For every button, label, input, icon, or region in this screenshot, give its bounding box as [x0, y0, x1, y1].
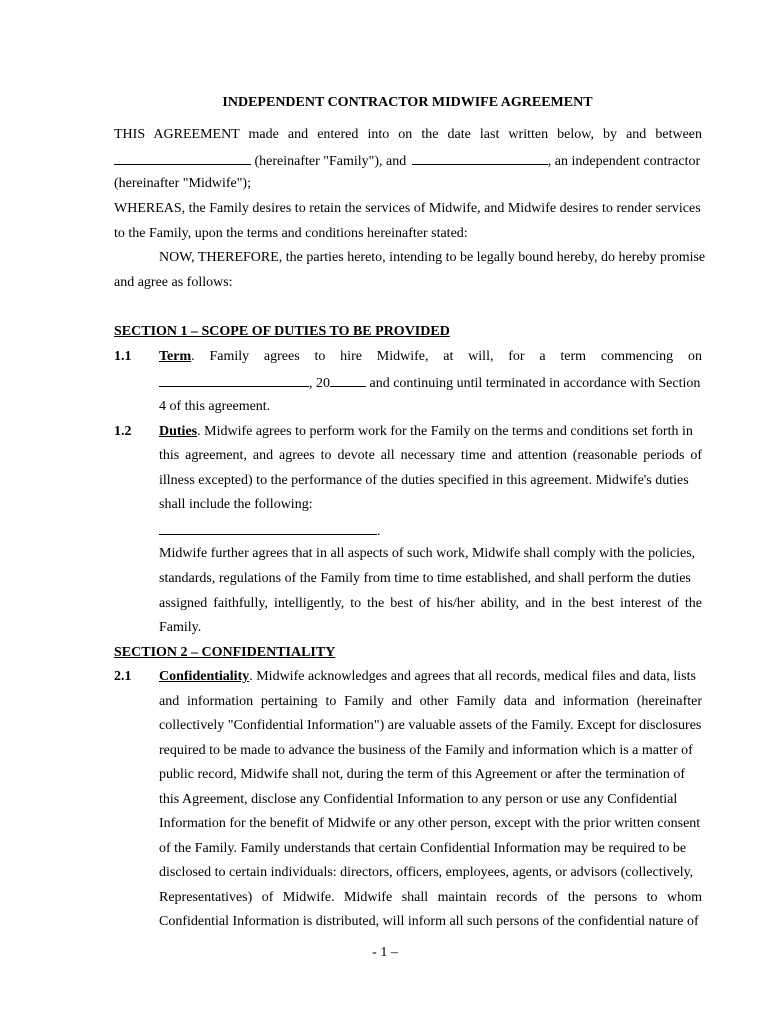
- clause-2-1-title: Confidentiality: [159, 669, 250, 684]
- clause-1-2-line-4: shall include the following:: [159, 497, 313, 512]
- section-2-heading: SECTION 2 – CONFIDENTIALITY: [114, 645, 336, 660]
- now-therefore-line-2: and agree as follows:: [114, 275, 233, 290]
- clause-1-2-para-2-line-1: Midwife further agrees that in all aspects of such work, Midwife shall comply with the policies,: [159, 546, 696, 561]
- clause-2-1-line: Confidential Information is distributed, will inform all such persons of the confidential nature of: [159, 914, 699, 929]
- year-prefix: , 20: [309, 376, 330, 391]
- clause-2-1-line: collectively "Confidential Information") are valuable assets of the Family. Except for disclosures: [159, 718, 702, 733]
- midwife-name-blank[interactable]: [412, 152, 548, 165]
- clause-1-2-line-1: [159, 424, 693, 440]
- clause-1-2-title: Duties: [159, 424, 198, 439]
- clause-2-1-line: Information for the benefit of Midwife or any other person, except with the prior written consent: [159, 816, 701, 831]
- clause-1-2-line-3: illness excepted) to the performance of the duties specified in this agreement. Midwife's duties: [159, 473, 689, 488]
- term-start-date-blank[interactable]: [159, 374, 309, 387]
- family-label: (hereinafter "Family"), and: [254, 154, 407, 169]
- whereas-line-2: to the Family, upon the terms and conditions hereinafter stated:: [114, 226, 468, 241]
- intro-line-3: (hereinafter "Midwife");: [114, 176, 251, 191]
- duties-blank-line: [159, 522, 381, 540]
- clause-2-1-line-1: [159, 669, 696, 685]
- intro-line-1: THIS AGREEMENT made and entered into on the date last written below, by and between: [114, 127, 702, 142]
- clause-1-1-text: . Family agrees to hire Midwife, at will, for a term commencing on: [191, 349, 702, 364]
- family-name-blank[interactable]: [114, 152, 251, 165]
- duties-blank-period: .: [377, 524, 381, 539]
- clause-1-1-continuation: and continuing until terminated in accordance with Section: [369, 376, 701, 391]
- clause-1-2-para-2-line-4: Family.: [159, 620, 202, 635]
- duties-blank[interactable]: [159, 522, 377, 535]
- clause-1-2-para-2-line-2: standards, regulations of the Family from time to time established, and shall perform the duties: [159, 571, 691, 586]
- clause-1-2-line-2: this agreement, and agrees to devote all necessary time and attention (reasonable periods of: [159, 448, 702, 463]
- clause-2-1-line: required to be made to advance the business of the Family and information which is a matter of: [159, 743, 693, 758]
- clause-2-1-number: 2.1: [114, 669, 132, 684]
- clause-2-1-line: public record, Midwife shall not, during the term of this Agreement or after the termination of: [159, 767, 686, 782]
- now-therefore-line-1: NOW, THEREFORE, the parties hereto, intending to be legally bound hereby, do hereby promise: [159, 250, 706, 265]
- clause-1-2-number: 1.2: [114, 424, 132, 439]
- clause-2-1-line: this Agreement, disclose any Confidential Information to any person or use any Confidential: [159, 792, 678, 807]
- section-1-heading: SECTION 1 – SCOPE OF DUTIES TO BE PROVIDED: [114, 324, 450, 339]
- clause-1-1-title: Term: [159, 349, 192, 364]
- clause-1-1-line-2: [159, 374, 700, 392]
- clause-2-1-line: and information pertaining to Family and other Family data and information (hereinafter: [159, 694, 702, 709]
- document-title: INDEPENDENT CONTRACTOR MIDWIFE AGREEMENT: [222, 95, 593, 110]
- page-number: - 1 –: [372, 945, 398, 960]
- clause-2-1-line: disclosed to certain individuals: directors, officers, employees, agents, or advisors (collectively,: [159, 865, 694, 880]
- clause-1-1-line-3: 4 of this agreement.: [159, 399, 271, 414]
- clause-2-1-line: Representatives) of Midwife. Midwife shall maintain records of the persons to whom: [159, 890, 702, 905]
- whereas-line-1: WHEREAS, the Family desires to retain the services of Midwife, and Midwife desires to render services: [114, 201, 701, 216]
- term-year-blank[interactable]: [330, 374, 366, 387]
- clause-1-1-line-1: [159, 349, 702, 365]
- clause-1-1-number: 1.1: [114, 349, 132, 364]
- clause-1-2-para-2-line-3: assigned faithfully, intelligently, to the best of his/her ability, and in the best interest of the: [159, 596, 702, 611]
- clause-2-1-line: of the Family. Family understands that certain Confidential Information may be required to be: [159, 841, 687, 856]
- intro-line-2: [114, 152, 700, 170]
- clause-1-2-text: . Midwife agrees to perform work for the Family on the terms and conditions set forth in: [197, 424, 693, 439]
- clause-2-1-text: . Midwife acknowledges and agrees that all records, medical files and data, lists: [249, 669, 696, 684]
- contractor-label: , an independent contractor: [547, 154, 701, 169]
